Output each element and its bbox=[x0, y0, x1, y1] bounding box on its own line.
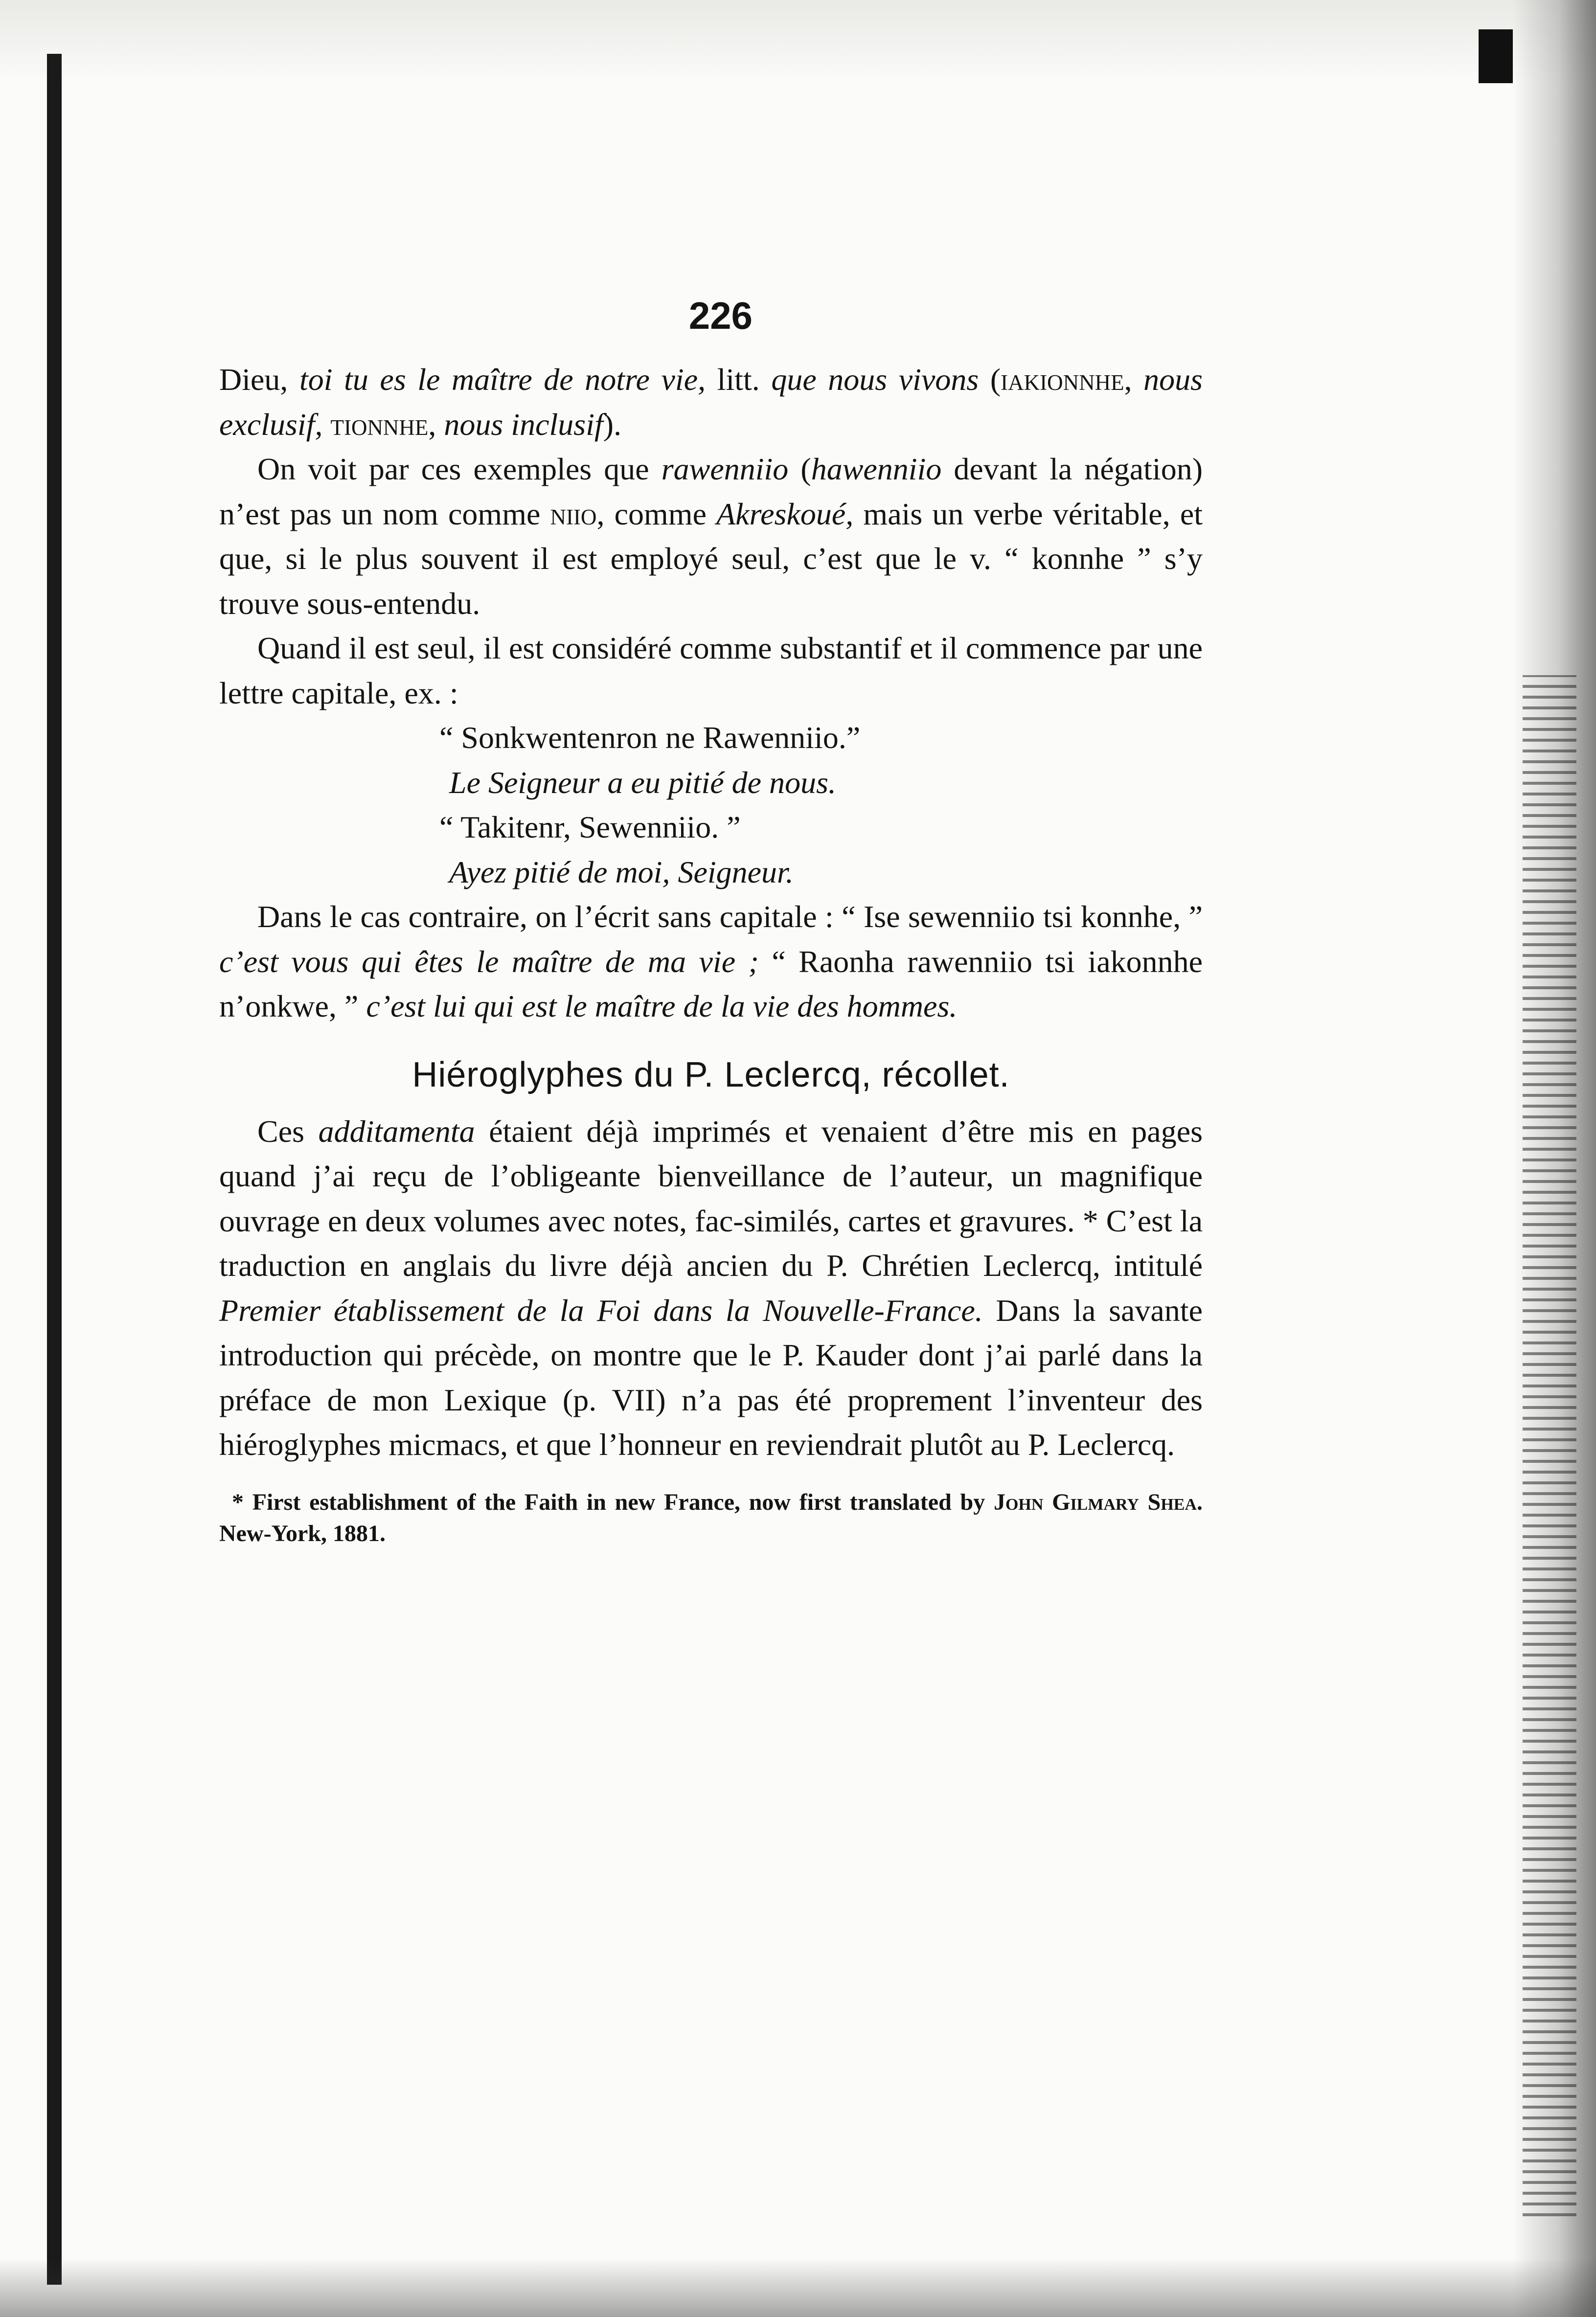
text-run: Quand il est seul, il est considéré comme substantif et il commence par une lettre capitale, ex. : bbox=[219, 631, 1203, 710]
example-group bbox=[219, 715, 1203, 894]
text-run: ( bbox=[788, 452, 811, 486]
text-run: étaient déjà imprimés et venaient d’être mis en pages quand j’ai reçu de l’obligeante bienveillance de l’auteur, un magnifique ouvrage en deux volumes avec notes, fac-similés, cartes et gravures. * C’est la traduction en anglais du livre déjà ancien du P. Chrétien Leclercq, intitulé bbox=[219, 1113, 1203, 1283]
text-run bbox=[322, 407, 330, 442]
text-run: devant la négation) n’est pas un nom comme bbox=[219, 452, 1203, 531]
text-run: mais un verbe véritable, et que, si le plus souvent il est employé seul, c’est que le v. “ konnhe ” s’y trouve sous-entendu. bbox=[219, 496, 1203, 621]
page-number: 226 bbox=[688, 294, 753, 337]
scan-binding-edge bbox=[47, 54, 62, 2285]
section-paragraph-group bbox=[219, 1109, 1203, 1467]
text-run: , bbox=[428, 407, 444, 442]
italic-run: nous exclusif, bbox=[219, 362, 1203, 442]
italic-run: Akreskoué, bbox=[716, 496, 854, 531]
text-run: Dans le cas contraire, on l’écrit sans capitale : “ Ise sewenniio tsi konnhe, ” bbox=[257, 899, 1203, 934]
scan-mark bbox=[1479, 29, 1513, 83]
italic-run: nous inclusif bbox=[444, 407, 603, 442]
paragraph-p4 bbox=[219, 894, 1203, 1029]
section-heading: Hiéroglyphes du P. Leclercq, récollet. bbox=[412, 1055, 1010, 1094]
text-run: ( bbox=[979, 362, 1001, 397]
text-run: , bbox=[1124, 362, 1144, 397]
text-run: ). bbox=[603, 407, 622, 442]
text-run: Dieu, bbox=[219, 362, 299, 397]
text-run: Dans la savante introduction qui précède, on montre que le P. Kauder dont j’ai parlé dans la préface de mon Lexique (p. VII) n’a pas été proprement l’inventeur des hiéroglyphes micmacs, et que l’honneur en reviendrait plutôt au P. Leclercq. bbox=[219, 1293, 1203, 1462]
italic-run: additamenta bbox=[318, 1113, 475, 1149]
italic-run: hawenniio bbox=[811, 452, 942, 486]
scan-noise-right bbox=[1523, 675, 1576, 2216]
text-run: . New-York, 1881. bbox=[219, 1489, 1203, 1546]
small-caps-run: John Gilmary Shea bbox=[993, 1489, 1197, 1515]
italic-run: toi tu es le maître de notre vie, bbox=[299, 362, 706, 397]
text-run: * First establishment of the Faith in new France, now first translated by bbox=[232, 1489, 994, 1515]
text-run: , comme bbox=[596, 496, 717, 531]
paragraph-p1 bbox=[219, 357, 1203, 447]
italic-run: Premier établissement de la Foi dans la Nouvelle-France. bbox=[219, 1293, 983, 1328]
text-run: On voit par ces exemples que bbox=[257, 452, 661, 486]
scan-shadow-bottom bbox=[0, 2258, 1596, 2317]
italic-run: que nous vivons bbox=[771, 362, 979, 397]
small-caps-run: iakionnhe bbox=[1001, 362, 1124, 397]
scan-shadow-top bbox=[0, 0, 1596, 83]
example-translation: Ayez pitié de moi, Seigneur. bbox=[449, 854, 794, 889]
small-caps-run: tionnhe bbox=[330, 407, 429, 442]
italic-run: c’est lui qui est le maître de la vie des hommes. bbox=[366, 989, 958, 1023]
small-caps-run: niio bbox=[550, 496, 597, 531]
paragraph-p3 bbox=[219, 626, 1203, 715]
example-quote: “ Takitenr, Sewenniio. ” bbox=[439, 810, 741, 844]
text-block bbox=[219, 294, 1203, 1549]
text-run: Ces bbox=[257, 1113, 319, 1149]
text-run: litt. bbox=[706, 362, 772, 397]
text-run: “ Raonha rawenniio tsi iakonnhe n’onkwe, ” bbox=[219, 944, 1203, 1023]
footnote bbox=[219, 1487, 1203, 1549]
paragraph-group bbox=[219, 357, 1203, 715]
example-translation: Le Seigneur a eu pitié de nous. bbox=[449, 765, 836, 800]
paragraph-p2 bbox=[219, 447, 1203, 626]
example-quote: “ Sonkwentenron ne Rawenniio.” bbox=[439, 720, 861, 755]
paragraph-p5 bbox=[219, 1109, 1203, 1467]
italic-run: c’est vous qui êtes le maître de ma vie ; bbox=[219, 944, 759, 979]
paragraph-group-after-examples bbox=[219, 894, 1203, 1029]
italic-run: rawenniio bbox=[661, 452, 789, 486]
